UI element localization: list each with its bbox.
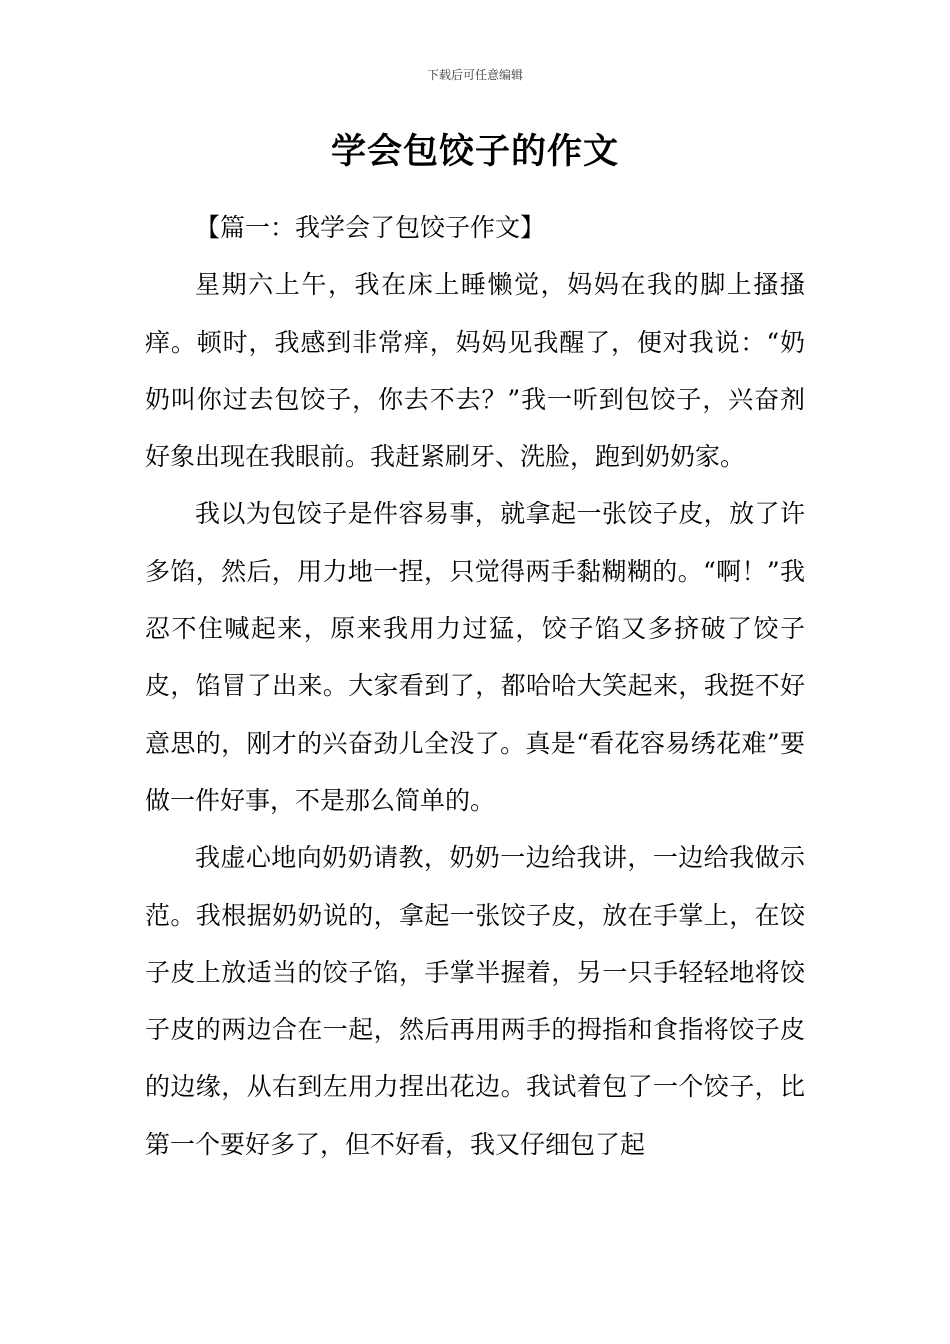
document-title: 学会包饺子的作文: [330, 132, 619, 172]
header-note: 下载后可任意编辑: [426, 68, 523, 82]
paragraph-3: 我虚心地向奶奶请教，奶奶一边给我讲，一边给我做示范。我根据奶奶说的，拿起一张饺子皮，放在手掌上，在饺子皮上放适当的饺子馅，手掌半握着，另一只手轻轻地将饺子皮的两边合在一起，然后再用两手的拇指和食指将饺子皮的边缘，从右到左用力捏出花边。我试着包了一个饺子，比第一个要好多了，但不好看，我又仔细包了起: [145, 843, 805, 1159]
paragraph-2: 我以为包饺子是件容易事，就拿起一张饺子皮，放了许多馅，然后，用力地一捏，只觉得两手黏糊糊的。“啊！”我忍不住喊起来，原来我用力过猛，饺子馅又多挤破了饺子皮，馅冒了出来。大家看到了，都哈哈大笑起来，我挺不好意思的，刚才的兴奋劲儿全没了。真是“看花容易绣花难”要做一件好事，不是那么简单的。: [145, 499, 805, 815]
section-heading: 【篇一：我学会了包饺子作文】: [195, 213, 546, 242]
paragraph-1: 星期六上午，我在床上睡懒觉，妈妈在我的脚上搔搔痒。顿时，我感到非常痒，妈妈见我醒了，便对我说：“奶奶叫你过去包饺子，你去不去？”我一听到包饺子，兴奋剂好象出现在我眼前。我赶紧刷牙、洗脸，跑到奶奶家。: [145, 270, 805, 472]
document-body: [145, 199, 805, 1173]
